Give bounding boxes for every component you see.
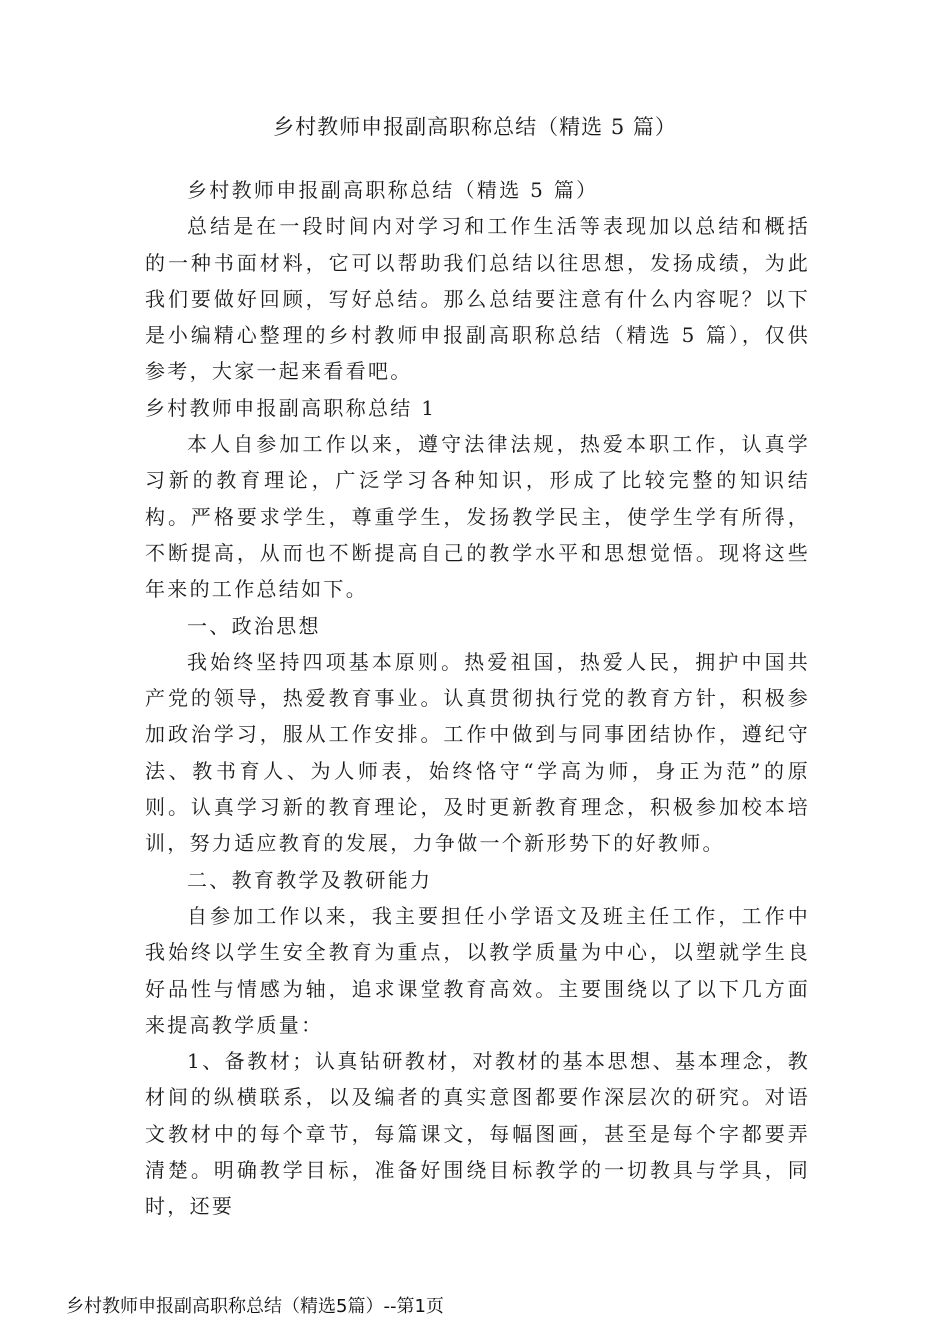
subsection-heading-teaching: 二、教育教学及教研能力 [187,867,433,892]
body-paragraph-politics: 我始终坚持四项基本原则。热爱祖国，热爱人民，拥护中国共产党的领导，热爱教育事业。认真贯彻执行党的教育方针，积极参加政治学习，服从工作安排。工作中做到与同事团结协作，遵纪守法、教书育人、为人师表，始终恪守“学高为师，身正为范”的原则。认真学习新的教育理论，及时更新教育理念，积极参加校本培训，努力适应教育的发展，力争做一个新形势下的好教师。 [145,649,810,856]
page-footer: 乡村教师申报副高职称总结（精选5篇）--第1页 [66,1296,444,1317]
section-heading-1: 乡村教师申报副高职称总结 1 [145,395,437,420]
body-paragraph-materials: 1、备教材；认真钻研教材，对教材的基本思想、基本理念，教材间的纵横联系，以及编者的真实意图都要作深层次的研究。对语文教材中的每个章节，每篇课文，每幅图画，甚至是每个字都要弄清楚。明确教学目标，准备好围绕目标教学的一切教具与学具，同时，还要 [145,1049,810,1219]
body-paragraph-teaching: 自参加工作以来，我主要担任小学语文及班主任工作，工作中我始终以学生安全教育为重点，以教学质量为中心，以塑就学生良好品性与情感为轴，追求课堂教育高效。主要围绕以了以下几方面来提高教学质量： [145,903,810,1037]
document-body [145,172,810,1225]
body-paragraph-overview: 本人自参加工作以来，遵守法律法规，热爱本职工作，认真学习新的教育理论，广泛学习各种知识，形成了比较完整的知识结构。严格要求学生，尊重学生，发扬教学民主，使学生学有所得，不断提高，从而也不断提高自己的教学水平和思想觉悟。现将这些年来的工作总结如下。 [145,432,810,602]
subsection-heading-politics: 一、政治思想 [187,613,321,638]
body-paragraph-subtitle: 乡村教师申报副高职称总结（精选 5 篇） [187,178,599,202]
document-title: 乡村教师申报副高职称总结（精选 5 篇） [273,115,677,139]
body-paragraph-intro: 总结是在一段时间内对学习和工作生活等表现加以总结和概括的一种书面材料，它可以帮助我们总结以往思想，发扬成绩，为此我们要做好回顾，写好总结。那么总结要注意有什么内容呢？以下是小编精心整理的乡村教师申报副高职称总结（精选 5 篇），仅供参考，大家一起来看看吧。 [145,214,810,384]
